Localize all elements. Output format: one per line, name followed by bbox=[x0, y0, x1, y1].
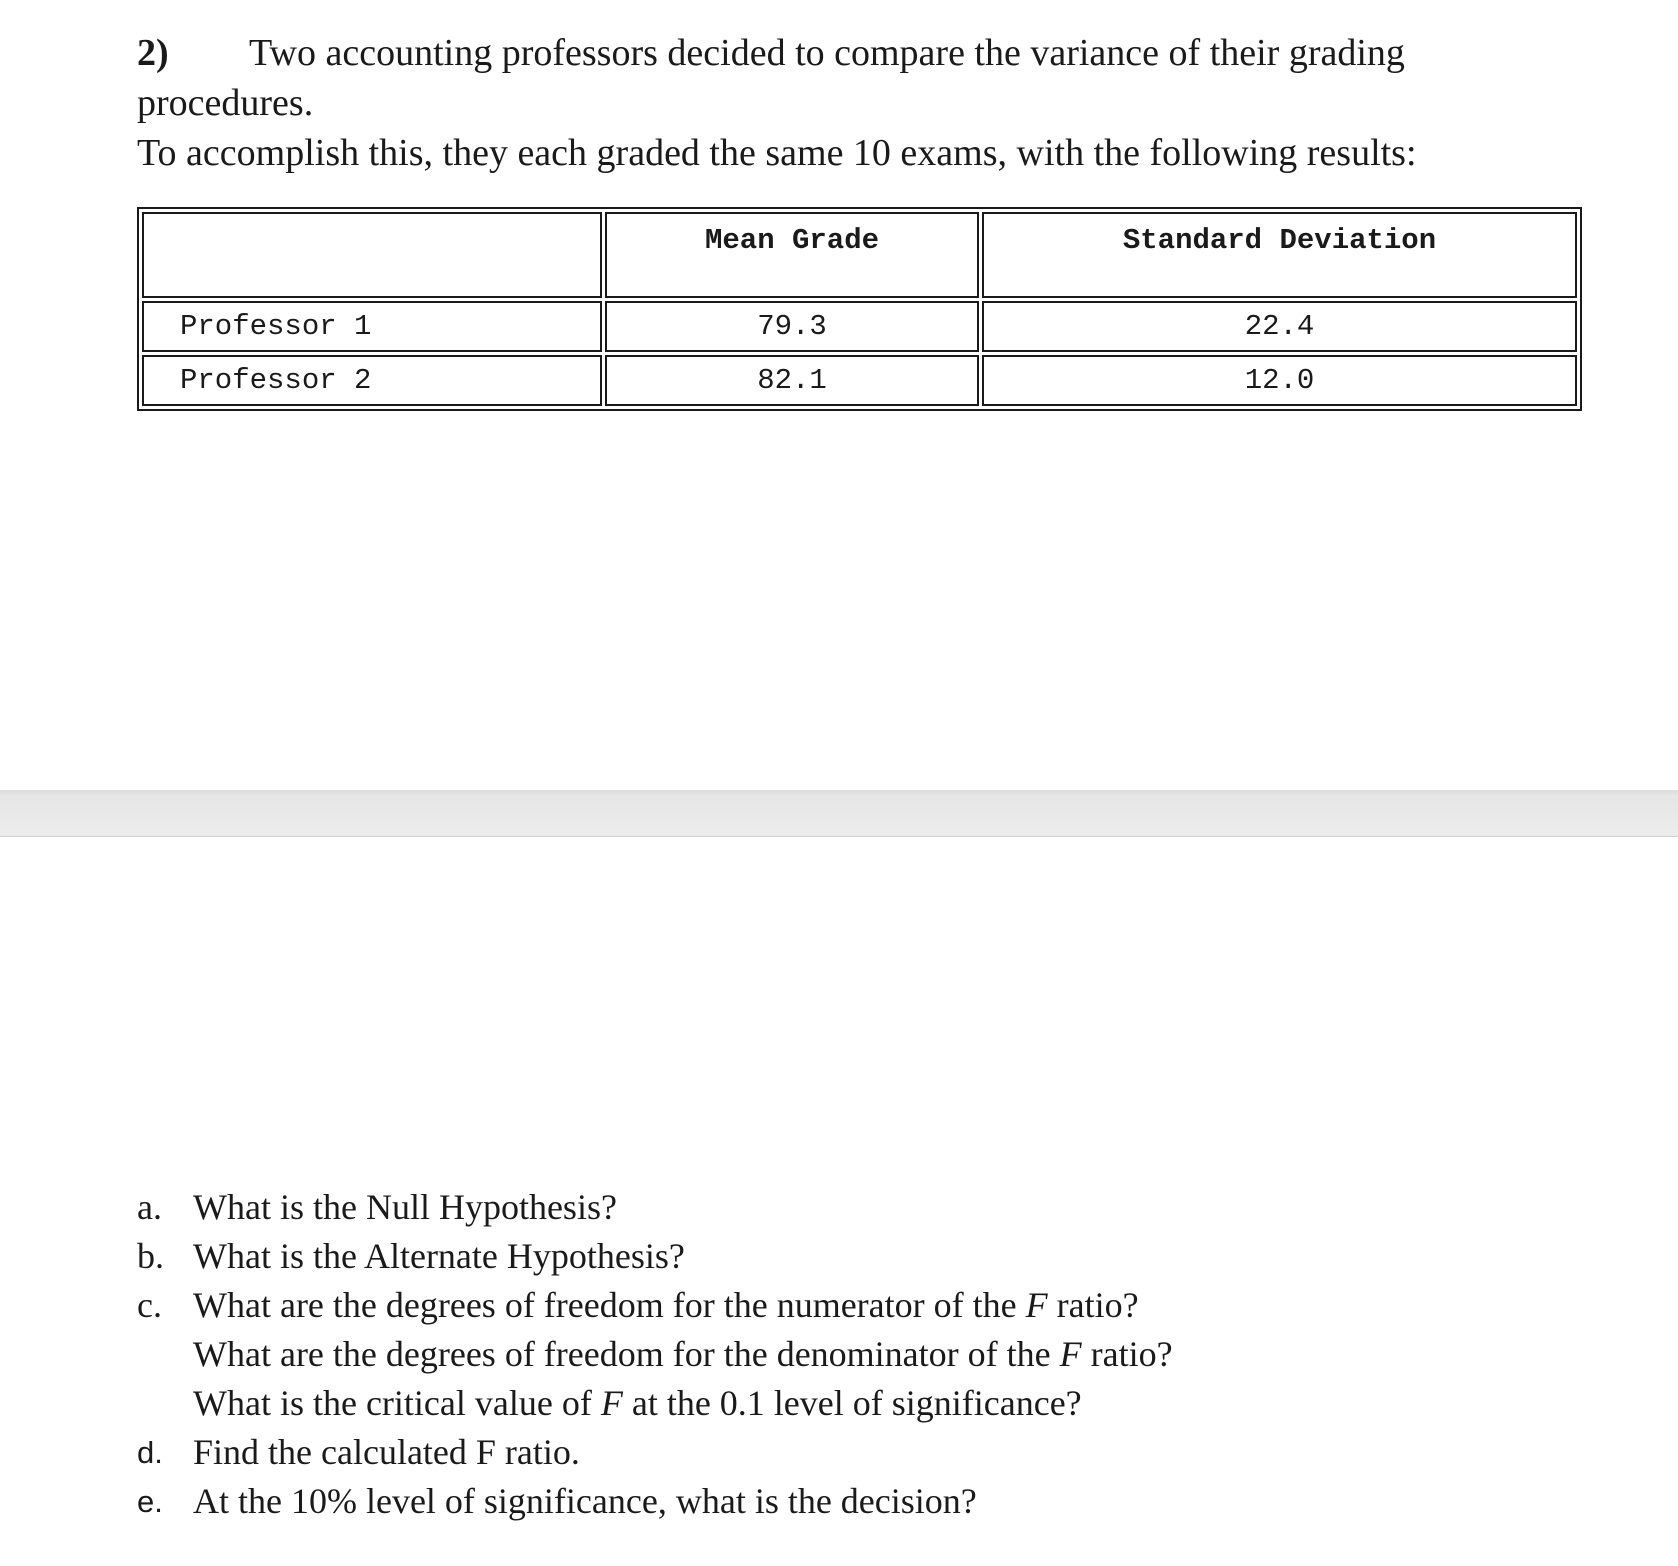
mean-value: 79.3 bbox=[605, 301, 979, 352]
question-text: What is the critical value of F at the 0.1 level of significance? bbox=[193, 1383, 1082, 1423]
question-text: Find the calculated F ratio. bbox=[193, 1432, 580, 1472]
table-header-empty bbox=[142, 212, 602, 298]
page-break-divider bbox=[0, 790, 1678, 837]
results-table bbox=[137, 207, 1582, 411]
sd-value: 22.4 bbox=[982, 301, 1577, 352]
question-item bbox=[137, 1477, 1173, 1526]
row-label: Professor 1 bbox=[142, 301, 602, 352]
table-row bbox=[142, 301, 1577, 352]
question-marker: e. bbox=[137, 1484, 163, 1519]
question-text: What is the Alternate Hypothesis? bbox=[193, 1236, 685, 1276]
question-item bbox=[137, 1281, 1173, 1428]
problem-number: 2) bbox=[137, 32, 169, 74]
question-text: At the 10% level of significance, what is the decision? bbox=[193, 1481, 977, 1521]
question-marker: b. bbox=[137, 1236, 164, 1276]
question-text: What is the Null Hypothesis? bbox=[193, 1187, 617, 1227]
question-marker: c. bbox=[137, 1285, 162, 1325]
table-header-mean: Mean Grade bbox=[605, 212, 979, 298]
table-header-row bbox=[142, 212, 1577, 298]
intro-line-2: To accomplish this, they each graded the same 10 exams, with the following results: bbox=[137, 132, 1417, 174]
table-row bbox=[142, 355, 1577, 406]
mean-value: 82.1 bbox=[605, 355, 979, 406]
question-marker: a. bbox=[137, 1187, 162, 1227]
table-header-sd: Standard Deviation bbox=[982, 212, 1577, 298]
question-text: What are the degrees of freedom for the numerator of the F ratio? bbox=[193, 1285, 1139, 1325]
problem-intro bbox=[137, 28, 1577, 178]
question-marker: d. bbox=[137, 1435, 163, 1470]
question-item bbox=[137, 1428, 1173, 1477]
question-item bbox=[137, 1183, 1173, 1232]
question-item bbox=[137, 1232, 1173, 1281]
row-label: Professor 2 bbox=[142, 355, 602, 406]
question-list bbox=[137, 1183, 1173, 1526]
sd-value: 12.0 bbox=[982, 355, 1577, 406]
question-text: What are the degrees of freedom for the denominator of the F ratio? bbox=[193, 1334, 1173, 1374]
intro-line-1: Two accounting professors decided to compare the variance of their grading procedures. bbox=[137, 32, 1405, 124]
